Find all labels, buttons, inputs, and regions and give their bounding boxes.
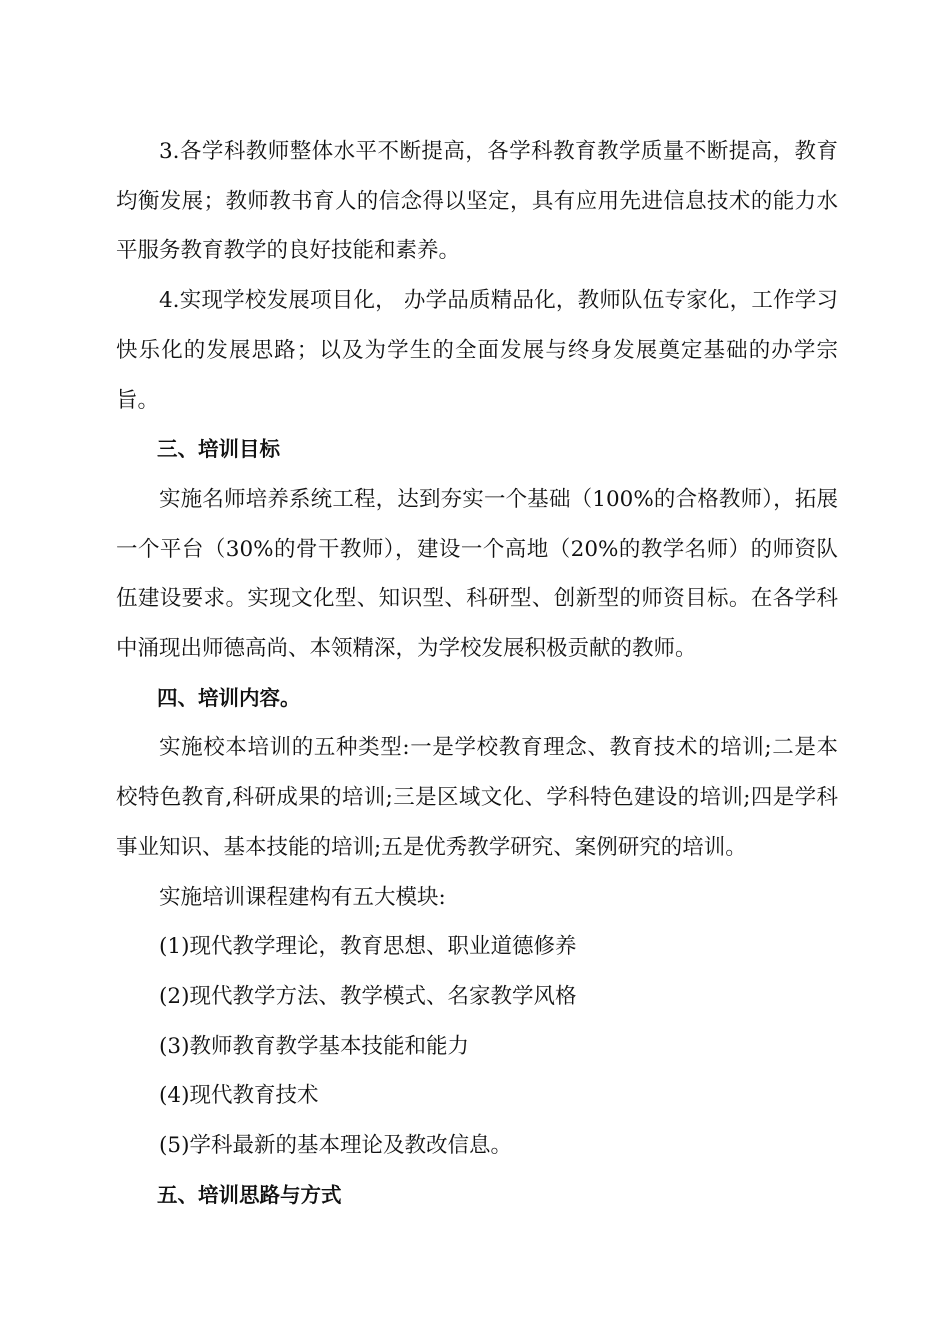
paragraph-training-goals: 实施名师培养系统工程，达到夯实一个基础（100%的合格教师），拓展一个平台（30%的骨干教师），建设一个高地（20%的教学名师）的师资队伍建设要求。实现文化型、知识型、科研型、创新型的师资目标。在各学科中涌现出师德高尚、本领精深，为学校发展积极贡献的教师。 <box>116 486 838 662</box>
section-heading-training-goals: 三、培训目标 <box>157 437 280 462</box>
modules-intro: 实施培训课程建构有五大模块: <box>159 884 446 910</box>
list-item: (5)学科最新的基本理论及教改信息。 <box>159 1133 512 1159</box>
section-heading-training-approach: 五、培训思路与方式 <box>157 1182 342 1207</box>
list-item: (2)现代教学方法、教学模式、名家教学风格 <box>159 983 577 1009</box>
list-item: (3)教师教育教学基本技能和能力 <box>159 1033 469 1059</box>
paragraph-training-types: 实施校本培训的五种类型:一是学校教育理念、教育技术的培训;二是本校特色教育,科研成果的培训;三是区域文化、学科特色建设的培训;四是学科事业知识、基本技能的培训;五是优秀教学研究、案例研究的培训。 <box>116 735 838 860</box>
section-heading-training-content: 四、培训内容。 <box>157 685 301 710</box>
paragraph-goal-3: 3.各学科教师整体水平不断提高，各学科教育教学质量不断提高，教育均衡发展；教师教书育人的信念得以坚定，具有应用先进信息技术的能力水平服务教育教学的良好技能和素养。 <box>116 139 838 264</box>
list-item: (1)现代教学理论，教育思想、职业道德修养 <box>159 934 577 960</box>
list-item: (4)现代教育技术 <box>159 1083 319 1109</box>
paragraph-goal-4: 4.实现学校发展项目化， 办学品质精品化，教师队伍专家化，工作学习快乐化的发展思路；以及为学生的全面发展与终身发展奠定基础的办学宗旨。 <box>116 288 838 413</box>
document-body <box>116 127 838 1220</box>
